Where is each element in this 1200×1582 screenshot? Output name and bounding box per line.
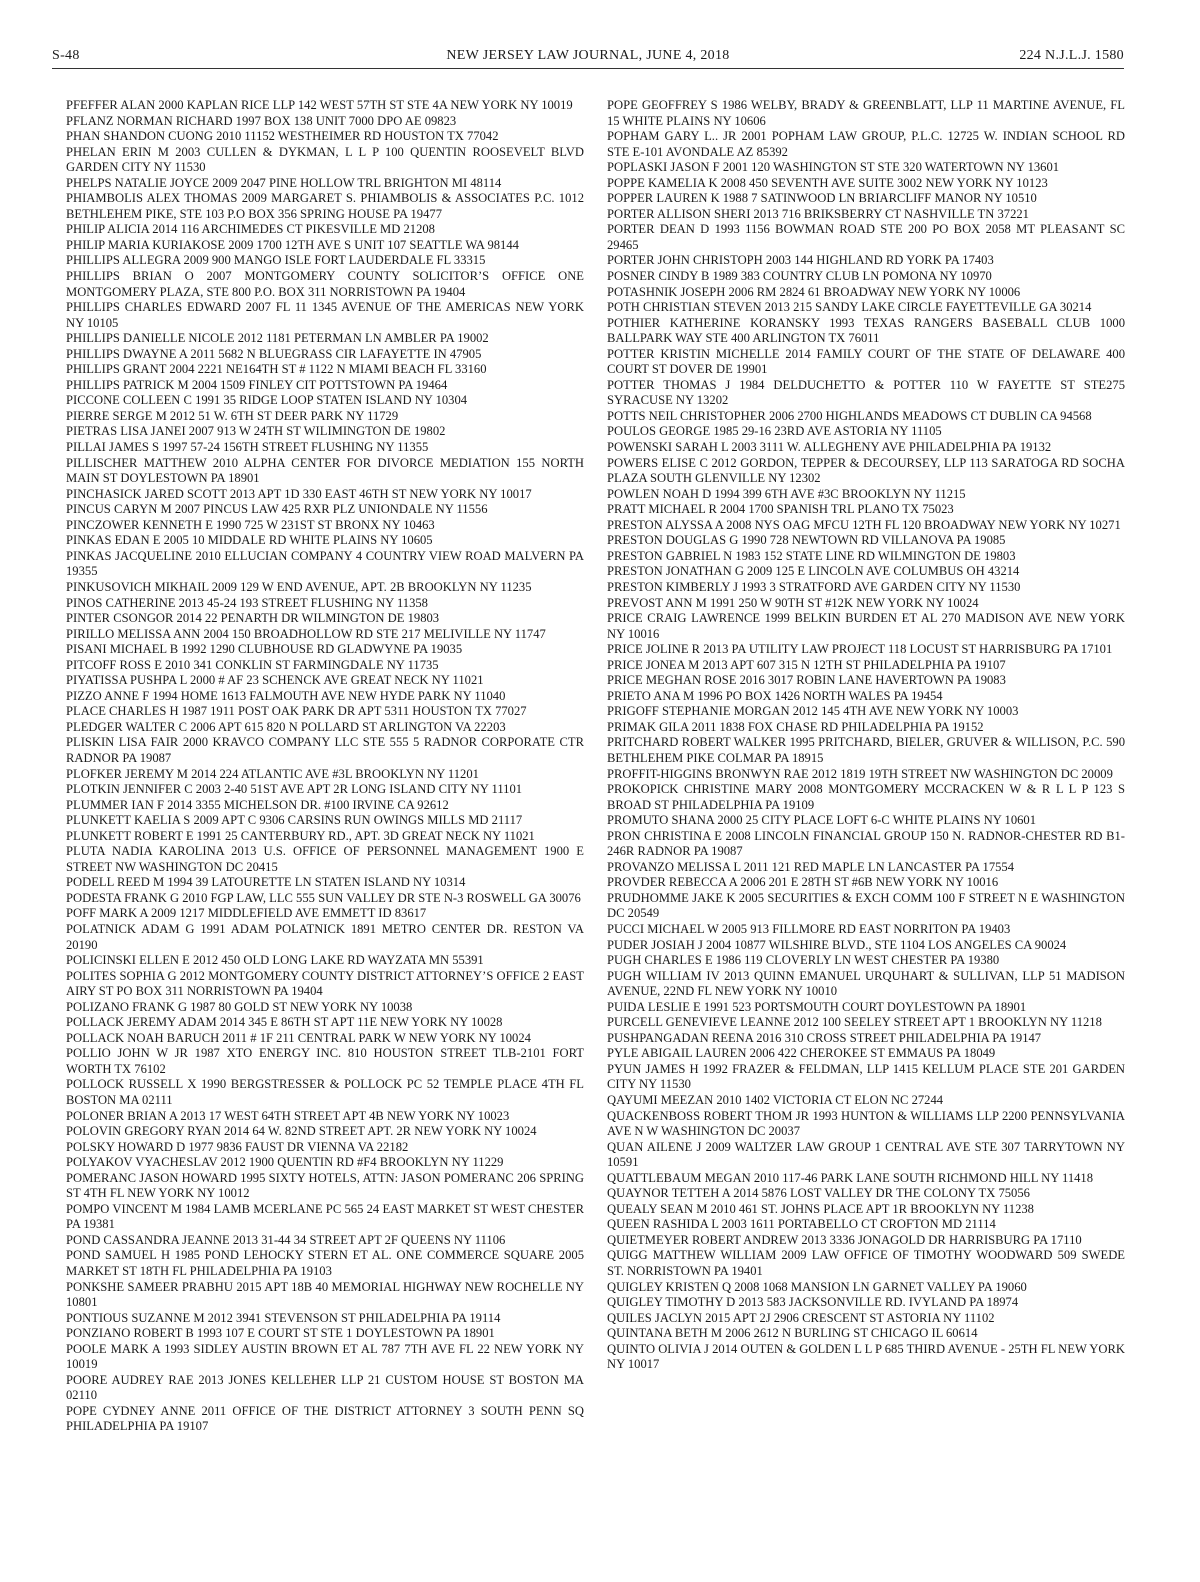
directory-entry: POPE CYDNEY ANNE 2011 OFFICE OF THE DISTRICT ATTORNEY 3 SOUTH PENN SQ PHILADELPHIA PA 19107 xyxy=(66,1403,584,1434)
directory-entry: QUIGLEY TIMOTHY D 2013 583 JACKSONVILLE RD. IVYLAND PA 18974 xyxy=(607,1295,1019,1310)
publication-title: NEW JERSEY LAW JOURNAL, JUNE 4, 2018 xyxy=(446,48,730,63)
directory-entry: POOLE MARK A 1993 SIDLEY AUSTIN BROWN ET AL 787 7TH AVE FL 22 NEW YORK NY 10019 xyxy=(66,1341,584,1372)
header-rule xyxy=(52,68,1124,69)
directory-entry: POLOVIN GREGORY RYAN 2014 64 W. 82ND STREET APT. 2R NEW YORK NY 10024 xyxy=(66,1124,537,1139)
directory-entry: POLICINSKI ELLEN E 2012 450 OLD LONG LAKE RD WAYZATA MN 55391 xyxy=(66,953,484,968)
directory-entry: PINCUS CARYN M 2007 PINCUS LAW 425 RXR PLZ UNIONDALE NY 11556 xyxy=(66,502,488,517)
directory-entry: PLUMMER IAN F 2014 3355 MICHELSON DR. #100 IRVINE CA 92612 xyxy=(66,797,449,812)
directory-entry: PHAN SHANDON CUONG 2010 11152 WESTHEIMER RD HOUSTON TX 77042 xyxy=(66,129,499,144)
directory-entry: PHELAN ERIN M 2003 CULLEN & DYKMAN, L L P 100 QUENTIN ROOSEVELT BLVD GARDEN CITY NY 11530 xyxy=(66,144,584,175)
directory-entry: PINKAS JACQUELINE 2010 ELLUCIAN COMPANY 4 COUNTRY VIEW ROAD MALVERN PA 19355 xyxy=(66,548,584,579)
directory-entry: PIRILLO MELISSA ANN 2004 150 BROADHOLLOW RD STE 217 MELIVILLE NY 11747 xyxy=(66,626,546,641)
directory-entry: PRESTON ALYSSA A 2008 NYS OAG MFCU 12TH FL 120 BROADWAY NEW YORK NY 10271 xyxy=(607,517,1121,532)
directory-entry: PRESTON GABRIEL N 1983 152 STATE LINE RD WILMINGTON DE 19803 xyxy=(607,548,1016,563)
directory-entry: PODESTA FRANK G 2010 FGP LAW, LLC 555 SUN VALLEY DR STE N-3 ROSWELL GA 30076 xyxy=(66,890,581,905)
directory-entry: QUIGLEY KRISTEN Q 2008 1068 MANSION LN GARNET VALLEY PA 19060 xyxy=(607,1279,1027,1294)
directory-entry: PROVDER REBECCA A 2006 201 E 28TH ST #6B NEW YORK NY 10016 xyxy=(607,875,999,890)
directory-entry: POPE GEOFFREY S 1986 WELBY, BRADY & GREENBLATT, LLP 11 MARTINE AVENUE, FL 15 WHITE PLAINS NY 10606 xyxy=(607,98,1125,128)
directory-entry: PROKOPICK CHRISTINE MARY 2008 MONTGOMERY MCCRACKEN W & R L L P 123 S BROAD ST PHILADELPHIA PA 19109 xyxy=(607,782,1125,812)
directory-entry: PUGH WILLIAM IV 2013 QUINN EMANUEL URQUHART & SULLIVAN, LLP 51 MADISON AVENUE, 22ND FL NEW YORK NY 10010 xyxy=(607,968,1125,999)
directory-entry: POTTS NEIL CHRISTOPHER 2006 2700 HIGHLANDS MEADOWS CT DUBLIN CA 94568 xyxy=(607,408,1092,423)
page-number: S-48 xyxy=(52,48,80,63)
directory-entry: PHILLIPS GRANT 2004 2221 NE164TH ST # 1122 N MIAMI BEACH FL 33160 xyxy=(66,362,487,377)
directory-entry: PUCCI MICHAEL W 2005 913 FILLMORE RD EAST NORRITON PA 19403 xyxy=(607,921,1011,936)
directory-entry: PUGH CHARLES E 1986 119 CLOVERLY LN WEST CHESTER PA 19380 xyxy=(607,953,1000,968)
directory-entry: QUATTLEBAUM MEGAN 2010 117-46 PARK LANE SOUTH RICHMOND HILL NY 11418 xyxy=(607,1170,1094,1185)
directory-entry: PHILLIPS CHARLES EDWARD 2007 FL 11 1345 AVENUE OF THE AMERICAS NEW YORK NY 10105 xyxy=(66,300,584,330)
directory-entry: PYUN JAMES H 1992 FRAZER & FELDMAN, LLP 1415 KELLUM PLACE STE 201 GARDEN CITY NY 11530 xyxy=(607,1061,1125,1092)
directory-entry: POMPO VINCENT M 1984 LAMB MCERLANE PC 565 24 EAST MARKET ST WEST CHESTER PA 19381 xyxy=(66,1201,584,1232)
directory-entry: PHILLIPS PATRICK M 2004 1509 FINLEY CIT POTTSTOWN PA 19464 xyxy=(66,377,448,392)
directory-entry: POLIZANO FRANK G 1987 80 GOLD ST NEW YORK NY 10038 xyxy=(66,999,413,1014)
directory-entry: POTTER KRISTIN MICHELLE 2014 FAMILY COURT OF THE STATE OF DELAWARE 400 COURT ST DOVER DE 19901 xyxy=(607,346,1125,377)
directory-entry: PIETRAS LISA JANEI 2007 913 W 24TH ST WILIMINGTON DE 19802 xyxy=(66,424,446,439)
directory-entry: QUIETMEYER ROBERT ANDREW 2013 3336 JONAGOLD DR HARRISBURG PA 17110 xyxy=(607,1232,1082,1247)
directory-entry: QUAN AILENE J 2009 WALTZER LAW GROUP 1 CENTRAL AVE STE 307 TARRYTOWN NY 10591 xyxy=(607,1139,1125,1170)
directory-entry: PFLANZ NORMAN RICHARD 1997 BOX 138 UNIT 7000 DPO AE 09823 xyxy=(66,113,457,128)
directory-entry: PRICE MEGHAN ROSE 2016 3017 ROBIN LANE HAVERTOWN PA 19083 xyxy=(607,673,1006,688)
directory-entry: PFEFFER ALAN 2000 KAPLAN RICE LLP 142 WEST 57TH ST STE 4A NEW YORK NY 10019 xyxy=(66,98,573,112)
directory-entry: POTASHNIK JOSEPH 2006 RM 2824 61 BROADWAY NEW YORK NY 10006 xyxy=(607,284,1021,299)
directory-entry: PINCZOWER KENNETH E 1990 725 W 231ST ST BRONX NY 10463 xyxy=(66,517,435,532)
directory-entry: POLITES SOPHIA G 2012 MONTGOMERY COUNTY DISTRICT ATTORNEY’S OFFICE 2 EAST AIRY ST PO BOX 311 NORRISTOWN PA 19404 xyxy=(66,968,584,999)
directory-entry: PONKSHE SAMEER PRABHU 2015 APT 18B 40 MEMORIAL HIGHWAY NEW ROCHELLE NY 10801 xyxy=(66,1279,584,1310)
directory-entry: PRITCHARD ROBERT WALKER 1995 PRITCHARD, BIELER, GRUVER & WILLISON, P.C. 590 BETHLEHEM PIKE COLMAR PA 18915 xyxy=(607,735,1125,765)
directory-entry: POLLOCK RUSSELL X 1990 BERGSTRESSER & POLLOCK PC 52 TEMPLE PLACE 4TH FL BOSTON MA 02111 xyxy=(66,1077,584,1107)
directory-entry: PINOS CATHERINE 2013 45-24 193 STREET FLUSHING NY 11358 xyxy=(66,595,428,610)
directory-entry: POTH CHRISTIAN STEVEN 2013 215 SANDY LAKE CIRCLE FAYETTEVILLE GA 30214 xyxy=(607,300,1092,315)
directory-entry: QUEALY SEAN M 2010 461 ST. JOHNS PLACE APT 1R BROOKLYN NY 11238 xyxy=(607,1201,1034,1216)
directory-entry: PONZIANO ROBERT B 1993 107 E COURT ST STE 1 DOYLESTOWN PA 18901 xyxy=(66,1326,495,1341)
directory-entry: PHELPS NATALIE JOYCE 2009 2047 PINE HOLLOW TRL BRIGHTON MI 48114 xyxy=(66,175,502,190)
directory-entry: PURCELL GENEVIEVE LEANNE 2012 100 SEELEY STREET APT 1 BROOKLYN NY 11218 xyxy=(607,1015,1102,1030)
directory-entry: PLUNKETT KAELIA S 2009 APT C 9306 CARSINS RUN OWINGS MILLS MD 21117 xyxy=(66,813,523,828)
directory-entry: PILLAI JAMES S 1997 57-24 156TH STREET FLUSHING NY 11355 xyxy=(66,440,429,455)
directory-entry: QUEEN RASHIDA L 2003 1611 PORTABELLO CT CROFTON MD 21114 xyxy=(607,1217,996,1232)
directory-entry: PUDER JOSIAH J 2004 10877 WILSHIRE BLVD., STE 1104 LOS ANGELES CA 90024 xyxy=(607,937,1067,952)
right-column xyxy=(607,98,1125,1373)
directory-entry: PRESTON JONATHAN G 2009 125 E LINCOLN AVE COLUMBUS OH 43214 xyxy=(607,564,1020,579)
directory-entry: POLLACK NOAH BARUCH 2011 # 1F 211 CENTRAL PARK W NEW YORK NY 10024 xyxy=(66,1030,531,1045)
directory-entry: PHILIP ALICIA 2014 116 ARCHIMEDES CT PIKESVILLE MD 21208 xyxy=(66,222,435,237)
directory-entry: PLEDGER WALTER C 2006 APT 615 820 N POLLARD ST ARLINGTON VA 22203 xyxy=(66,719,506,734)
directory-entry: PRIETO ANA M 1996 PO BOX 1426 NORTH WALES PA 19454 xyxy=(607,688,943,703)
directory-entry: POFF MARK A 2009 1217 MIDDLEFIELD AVE EMMETT ID 83617 xyxy=(66,906,427,921)
directory-entry: PINKAS EDAN E 2005 10 MIDDALE RD WHITE PLAINS NY 10605 xyxy=(66,533,433,548)
directory-entry: PHILLIPS DWAYNE A 2011 5682 N BLUEGRASS CIR LAFAYETTE IN 47905 xyxy=(66,346,482,361)
directory-entry: POWENSKI SARAH L 2003 3111 W. ALLEGHENY AVE PHILADELPHIA PA 19132 xyxy=(607,440,1052,455)
directory-entry: QUIGG MATTHEW WILLIAM 2009 LAW OFFICE OF TIMOTHY WOODWARD 509 SWEDE ST. NORRISTOWN PA 19401 xyxy=(607,1248,1125,1279)
directory-entry: PHILLIPS BRIAN O 2007 MONTGOMERY COUNTY SOLICITOR’S OFFICE ONE MONTGOMERY PLAZA, STE 800 P.O. BOX 311 NORRISTOWN PA 19404 xyxy=(66,269,584,299)
directory-entry: PINCHASICK JARED SCOTT 2013 APT 1D 330 EAST 46TH ST NEW YORK NY 10017 xyxy=(66,486,532,501)
directory-entry: PISANI MICHAEL B 1992 1290 CLUBHOUSE RD GLADWYNE PA 19035 xyxy=(66,642,463,657)
directory-entry: PRESTON KIMBERLY J 1993 3 STRATFORD AVE GARDEN CITY NY 11530 xyxy=(607,579,1021,594)
directory-entry: POMERANC JASON HOWARD 1995 SIXTY HOTELS, ATTN: JASON POMERANC 206 SPRING ST 4TH FL NEW YORK NY 10012 xyxy=(66,1170,584,1201)
directory-entry: PLUTA NADIA KAROLINA 2013 U.S. OFFICE OF PERSONNEL MANAGEMENT 1900 E STREET NW WASHINGTON DC 20415 xyxy=(66,844,584,874)
directory-entry: PROVANZO MELISSA L 2011 121 RED MAPLE LN LANCASTER PA 17554 xyxy=(607,859,1015,874)
directory-entry: POPPER LAUREN K 1988 7 SATINWOOD LN BRIARCLIFF MANOR NY 10510 xyxy=(607,191,1037,206)
directory-entry: QUILES JACLYN 2015 APT 2J 2906 CRESCENT ST ASTORIA NY 11102 xyxy=(607,1310,995,1325)
directory-entry: QUINTANA BETH M 2006 2612 N BURLING ST CHICAGO IL 60614 xyxy=(607,1326,978,1341)
citation: 224 N.J.L.J. 1580 xyxy=(1019,48,1124,63)
directory-entry: QUINTO OLIVIA J 2014 OUTEN & GOLDEN L L P 685 THIRD AVENUE - 25TH FL NEW YORK NY 10017 xyxy=(607,1341,1125,1372)
directory-entry: PROFFIT-HIGGINS BRONWYN RAE 2012 1819 19TH STREET NW WASHINGTON DC 20009 xyxy=(607,766,1113,781)
directory-entry: PRUDHOMME JAKE K 2005 SECURITIES & EXCH COMM 100 F STREET N E WASHINGTON DC 20549 xyxy=(607,890,1125,921)
directory-entry: PRATT MICHAEL R 2004 1700 SPANISH TRL PLANO TX 75023 xyxy=(607,502,954,517)
directory-entry: POLSKY HOWARD D 1977 9836 FAUST DR VIENNA VA 22182 xyxy=(66,1139,409,1154)
directory-entry: PINTER CSONGOR 2014 22 PENARTH DR WILMINGTON DE 19803 xyxy=(66,611,440,626)
directory-entry: POND SAMUEL H 1985 POND LEHOCKY STERN ET AL. ONE COMMERCE SQUARE 2005 MARKET ST 18TH FL PHILADELPHIA PA 19103 xyxy=(66,1248,584,1279)
directory-entry: PIYATISSA PUSHPA L 2000 # AF 23 SCHENCK AVE GREAT NECK NY 11021 xyxy=(66,673,484,688)
directory-entry: PHILLIPS DANIELLE NICOLE 2012 1181 PETERMAN LN AMBLER PA 19002 xyxy=(66,331,489,346)
directory-entry: PONTIOUS SUZANNE M 2012 3941 STEVENSON ST PHILADELPHIA PA 19114 xyxy=(66,1310,501,1325)
directory-entry: PLISKIN LISA FAIR 2000 KRAVCO COMPANY LLC STE 555 5 RADNOR CORPORATE CTR RADNOR PA 19087 xyxy=(66,735,584,765)
directory-entry: PHIAMBOLIS ALEX THOMAS 2009 MARGARET S. PHIAMBOLIS & ASSOCIATES P.C. 1012 BETHLEHEM PIKE, STE 103 P.O BOX 356 SPRING HOUSE PA 19477 xyxy=(66,191,584,221)
directory-entry: PITCOFF ROSS E 2010 341 CONKLIN ST FARMINGDALE NY 11735 xyxy=(66,657,439,672)
directory-entry: PUSHPANGADAN REENA 2016 310 CROSS STREET PHILADELPHIA PA 19147 xyxy=(607,1030,1042,1045)
directory-entry: PHILIP MARIA KURIAKOSE 2009 1700 12TH AVE S UNIT 107 SEATTLE WA 98144 xyxy=(66,237,519,252)
directory-entry: PORTER JOHN CHRISTOPH 2003 144 HIGHLAND RD YORK PA 17403 xyxy=(607,253,994,268)
directory-entry: POWERS ELISE C 2012 GORDON, TEPPER & DECOURSEY, LLP 113 SARATOGA RD SOCHA PLAZA SOUTH GLENVILLE NY 12302 xyxy=(607,455,1125,486)
directory-entry: PREVOST ANN M 1991 250 W 90TH ST #12K NEW YORK NY 10024 xyxy=(607,595,979,610)
directory-entry: PRIMAK GILA 2011 1838 FOX CHASE RD PHILADELPHIA PA 19152 xyxy=(607,719,984,734)
left-column xyxy=(66,98,584,1435)
directory-entry: PODELL REED M 1994 39 LATOURETTE LN STATEN ISLAND NY 10314 xyxy=(66,875,466,890)
page-header xyxy=(52,48,1124,68)
directory-entry: PUIDA LESLIE E 1991 523 PORTSMOUTH COURT DOYLESTOWN PA 18901 xyxy=(607,999,1027,1014)
directory-entry: POLATNICK ADAM G 1991 ADAM POLATNICK 1891 METRO CENTER DR. RESTON VA 20190 xyxy=(66,921,584,952)
directory-entry: PROMUTO SHANA 2000 25 CITY PLACE LOFT 6-C WHITE PLAINS NY 10601 xyxy=(607,813,1037,828)
directory-entry: POPHAM GARY L.. JR 2001 POPHAM LAW GROUP, P.L.C. 12725 W. INDIAN SCHOOL RD STE E-101 AVONDALE AZ 85392 xyxy=(607,129,1125,159)
directory-entry: PLOTKIN JENNIFER C 2003 2-40 51ST AVE APT 2R LONG ISLAND CITY NY 11101 xyxy=(66,782,523,797)
directory-entry: PRESTON DOUGLAS G 1990 728 NEWTOWN RD VILLANOVA PA 19085 xyxy=(607,533,1006,548)
directory-entry: PINKUSOVICH MIKHAIL 2009 129 W END AVENUE, APT. 2B BROOKLYN NY 11235 xyxy=(66,579,532,594)
directory-entry: POULOS GEORGE 1985 29-16 23RD AVE ASTORIA NY 11105 xyxy=(607,424,942,439)
directory-entry: POORE AUDREY RAE 2013 JONES KELLEHER LLP 21 CUSTOM HOUSE ST BOSTON MA 02110 xyxy=(66,1372,584,1403)
directory-entry: POLLACK JEREMY ADAM 2014 345 E 86TH ST APT 11E NEW YORK NY 10028 xyxy=(66,1015,503,1030)
directory-entry: PRON CHRISTINA E 2008 LINCOLN FINANCIAL GROUP 150 N. RADNOR-CHESTER RD B1-246R RADNOR PA 19087 xyxy=(607,828,1125,859)
directory-entry: PIERRE SERGE M 2012 51 W. 6TH ST DEER PARK NY 11729 xyxy=(66,408,399,423)
directory-entry: QUACKENBOSS ROBERT THOM JR 1993 HUNTON & WILLIAMS LLP 2200 PENNSYLVANIA AVE N W WASHINGTON DC 20037 xyxy=(607,1108,1125,1139)
directory-entry: POTTER THOMAS J 1984 DELDUCHETTO & POTTER 110 W FAYETTE ST STE275 SYRACUSE NY 13202 xyxy=(607,377,1125,408)
directory-entry: POTHIER KATHERINE KORANSKY 1993 TEXAS RANGERS BASEBALL CLUB 1000 BALLPARK WAY STE 400 ARLINGTON TX 76011 xyxy=(607,315,1125,346)
directory-entry: PORTER DEAN D 1993 1156 BOWMAN ROAD STE 200 PO BOX 2058 MT PLEASANT SC 29465 xyxy=(607,222,1125,252)
directory-entry: POND CASSANDRA JEANNE 2013 31-44 34 STREET APT 2F QUEENS NY 11106 xyxy=(66,1232,506,1247)
directory-entry: QUAYNOR TETTEH A 2014 5876 LOST VALLEY DR THE COLONY TX 75056 xyxy=(607,1186,1030,1201)
directory-entry: PILLISCHER MATTHEW 2010 ALPHA CENTER FOR DIVORCE MEDIATION 155 NORTH MAIN ST DOYLESTOWN PA 18901 xyxy=(66,455,584,486)
directory-entry: PICCONE COLLEEN C 1991 35 RIDGE LOOP STATEN ISLAND NY 10304 xyxy=(66,393,468,408)
directory-entry: PRIGOFF STEPHANIE MORGAN 2012 145 4TH AVE NEW YORK NY 10003 xyxy=(607,704,1019,719)
directory-entry: PRICE JONEA M 2013 APT 607 315 N 12TH ST PHILADELPHIA PA 19107 xyxy=(607,657,1006,672)
directory-entry: PLUNKETT ROBERT E 1991 25 CANTERBURY RD., APT. 3D GREAT NECK NY 11021 xyxy=(66,828,535,843)
directory-entry: POSNER CINDY B 1989 383 COUNTRY CLUB LN POMONA NY 10970 xyxy=(607,269,992,284)
directory-entry: PHILLIPS ALLEGRA 2009 900 MANGO ISLE FORT LAUDERDALE FL 33315 xyxy=(66,253,486,268)
directory-entry: PLOFKER JEREMY M 2014 224 ATLANTIC AVE #3L BROOKLYN NY 11201 xyxy=(66,766,479,781)
directory-entry: PLACE CHARLES H 1987 1911 POST OAK PARK DR APT 5311 HOUSTON TX 77027 xyxy=(66,704,527,719)
directory-entry: PYLE ABIGAIL LAUREN 2006 422 CHEROKEE ST EMMAUS PA 18049 xyxy=(607,1046,996,1061)
directory-entry: POPPE KAMELIA K 2008 450 SEVENTH AVE SUITE 3002 NEW YORK NY 10123 xyxy=(607,175,1048,190)
directory-entry: POPLASKI JASON F 2001 120 WASHINGTON ST STE 320 WATERTOWN NY 13601 xyxy=(607,160,1060,175)
directory-entry: POLONER BRIAN A 2013 17 WEST 64TH STREET APT 4B NEW YORK NY 10023 xyxy=(66,1108,510,1123)
directory-entry: PRICE CRAIG LAWRENCE 1999 BELKIN BURDEN ET AL 270 MADISON AVE NEW YORK NY 10016 xyxy=(607,611,1125,641)
directory-entry: PRICE JOLINE R 2013 PA UTILITY LAW PROJECT 118 LOCUST ST HARRISBURG PA 17101 xyxy=(607,642,1113,657)
directory-entry: PIZZO ANNE F 1994 HOME 1613 FALMOUTH AVE NEW HYDE PARK NY 11040 xyxy=(66,688,506,703)
directory-entry: PORTER ALLISON SHERI 2013 716 BRIKSBERRY CT NASHVILLE TN 37221 xyxy=(607,206,1029,221)
directory-entry: QAYUMI MEEZAN 2010 1402 VICTORIA CT ELON NC 27244 xyxy=(607,1093,944,1107)
directory-entry: POWLEN NOAH D 1994 399 6TH AVE #3C BROOKLYN NY 11215 xyxy=(607,486,966,501)
directory-entry: POLLIO JOHN W JR 1987 XTO ENERGY INC. 810 HOUSTON STREET TLB-2101 FORT WORTH TX 76102 xyxy=(66,1046,584,1076)
directory-entry: POLYAKOV VYACHESLAV 2012 1900 QUENTIN RD #F4 BROOKLYN NY 11229 xyxy=(66,1155,504,1170)
